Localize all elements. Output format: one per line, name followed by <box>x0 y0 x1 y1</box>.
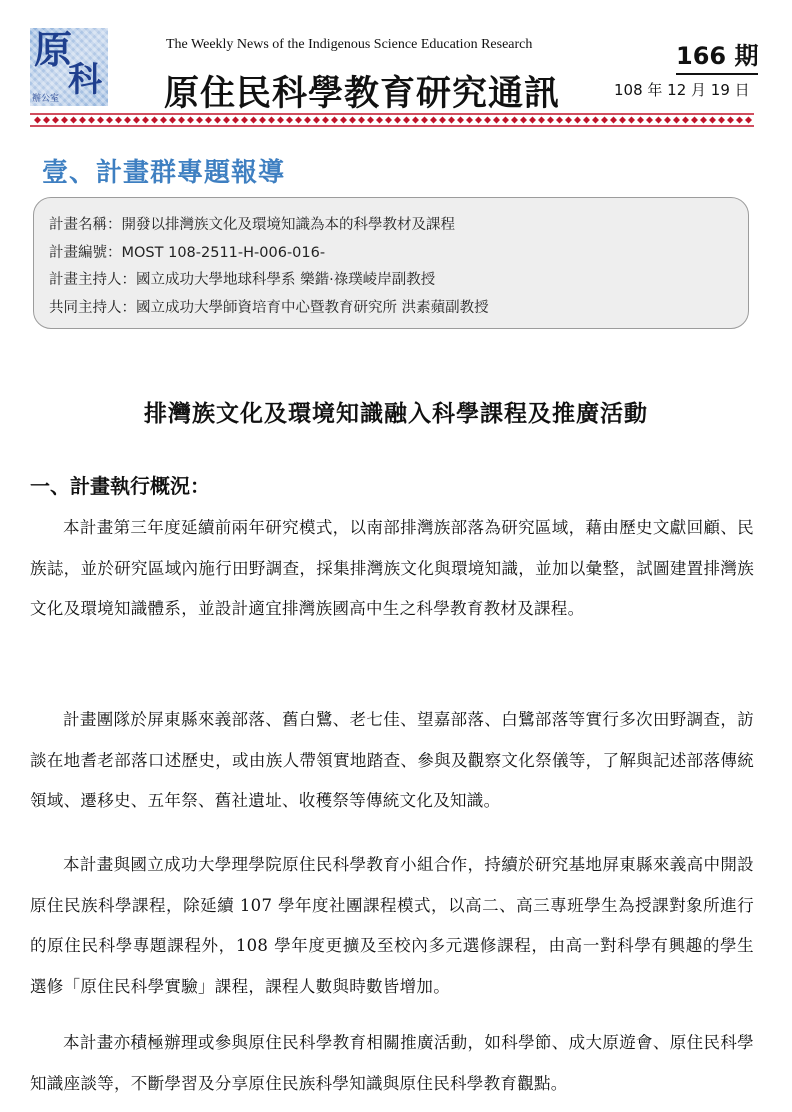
deco-diamond <box>61 117 68 124</box>
body-paragraph-2: 計畫團隊於屏東縣來義部落、舊白鷺、老七佳、望嘉部落、白鷺部落等實行多次田野調查，訪談在地耆老部落口述歷史，或由族人帶領實地踏查、參與及觀察文化祭儀等，了解與記述部落傳統領域、遷移史、五年祭、舊社遺址、收穫祭等傳統文化及知識。 <box>30 710 754 811</box>
newsletter-logo <box>30 28 108 106</box>
deco-diamond <box>34 117 41 124</box>
deco-diamond <box>745 117 752 124</box>
deco-diamond <box>187 117 194 124</box>
deco-diamond <box>655 117 662 124</box>
deco-diamond <box>682 117 689 124</box>
deco-diamond <box>259 117 266 124</box>
deco-diamond <box>241 117 248 124</box>
deco-diamond <box>538 117 545 124</box>
deco-diamond <box>403 117 410 124</box>
deco-diamond <box>286 117 293 124</box>
deco-diamond <box>691 117 698 124</box>
issue-date: 108 年 12 月 19 日 <box>614 81 750 99</box>
deco-diamond <box>43 117 50 124</box>
deco-diamond <box>592 117 599 124</box>
deco-diamond <box>133 117 140 124</box>
deco-diamond <box>394 117 401 124</box>
section-subheading: 一、計畫執行概況： <box>30 474 210 498</box>
deco-diamond <box>142 117 149 124</box>
deco-diamond <box>556 117 563 124</box>
deco-diamond <box>448 117 455 124</box>
deco-diamond <box>97 117 104 124</box>
deco-diamond <box>628 117 635 124</box>
logo-char-1: 原 <box>34 28 73 72</box>
deco-diamond <box>610 117 617 124</box>
deco-diamond <box>358 117 365 124</box>
deco-diamond <box>430 117 437 124</box>
deco-diamond <box>79 117 86 124</box>
deco-diamond <box>70 117 77 124</box>
deco-diamond <box>646 117 653 124</box>
deco-diamond <box>349 117 356 124</box>
deco-diamond <box>475 117 482 124</box>
deco-diamond <box>178 117 185 124</box>
article-title: 排灣族文化及環境知識融入科學課程及推廣活動 <box>144 400 648 427</box>
deco-diamond <box>484 117 491 124</box>
deco-diamond <box>583 117 590 124</box>
deco-diamond <box>88 117 95 124</box>
deco-diamond <box>439 117 446 124</box>
deco-diamond <box>457 117 464 124</box>
deco-diamond <box>493 117 500 124</box>
decorative-border <box>30 113 754 127</box>
logo-caption: 辦公室 <box>32 94 60 104</box>
deco-diamond <box>619 117 626 124</box>
body-paragraph-3: 本計畫與國立成功大學理學院原住民科學教育小組合作，持續於研究基地屏東縣來義高中開設原住民族科學課程，除延續 107 學年度社團課程模式，以高二、高三專班學生為授課對象所進行的原住民科學專題課程外，108 學年度更擴及至校內多元選修課程，由高一對科學有興趣的學生選修「原住民科學實驗」課程，課程人數與時數皆增加。 <box>30 855 754 997</box>
deco-diamond <box>331 117 338 124</box>
deco-diamond <box>385 117 392 124</box>
deco-diamond <box>574 117 581 124</box>
section-heading: 壹、計畫群專題報導 <box>42 158 286 188</box>
deco-diamond <box>529 117 536 124</box>
deco-diamond <box>106 117 113 124</box>
deco-diamond <box>709 117 716 124</box>
deco-diamond <box>169 117 176 124</box>
deco-diamond <box>304 117 311 124</box>
deco-diamond <box>214 117 221 124</box>
co-principal-investigator: 共同主持人：國立成功大學師資培育中心暨教育研究所 洪素蘋副教授 <box>49 299 489 316</box>
deco-diamond <box>421 117 428 124</box>
deco-diamond <box>268 117 275 124</box>
deco-diamond <box>736 117 743 124</box>
logo-char-2: 科 <box>68 60 102 100</box>
deco-diamond <box>700 117 707 124</box>
deco-diamond <box>673 117 680 124</box>
deco-diamond <box>547 117 554 124</box>
deco-diamond <box>412 117 419 124</box>
english-subtitle: The Weekly News of the Indigenous Science Education Research <box>166 37 533 52</box>
deco-diamond <box>718 117 725 124</box>
deco-diamond <box>601 117 608 124</box>
deco-diamond <box>376 117 383 124</box>
deco-diamond <box>160 117 167 124</box>
body-paragraph-1: 本計畫第三年度延續前兩年研究模式，以南部排灣族部落為研究區域，藉由歷史文獻回顧、民族誌，並於研究區域內施行田野調查，採集排灣族文化與環境知識，並加以彙整，試圖建置排灣族文化及環境知識體系，並設計適宜排灣族國高中生之科學教育教材及課程。 <box>30 518 754 619</box>
deco-diamond <box>196 117 203 124</box>
deco-diamond <box>565 117 572 124</box>
project-info-box <box>33 197 749 329</box>
deco-diamond <box>52 117 59 124</box>
deco-diamond <box>313 117 320 124</box>
body-paragraph-4: 本計畫亦積極辦理或參與原住民科學教育相關推廣活動，如科學節、成大原遊會、原住民科學知識座談等，不斷學習及分享原住民族科學知識與原住民科學教育觀點。 <box>30 1033 754 1093</box>
deco-diamond <box>124 117 131 124</box>
deco-diamond <box>250 117 257 124</box>
project-name: 計畫名稱：開發以排灣族文化及環境知識為本的科學教材及課程 <box>49 217 455 233</box>
deco-diamond <box>520 117 527 124</box>
deco-diamond <box>340 117 347 124</box>
deco-diamond <box>295 117 302 124</box>
newsletter-title: 原住民科學教育研究通訊 <box>164 74 561 114</box>
deco-diamond <box>466 117 473 124</box>
deco-diamond <box>223 117 230 124</box>
deco-diamond <box>232 117 239 124</box>
deco-diamond <box>367 117 374 124</box>
deco-diamond <box>115 117 122 124</box>
issue-number: 166 期 <box>676 36 758 75</box>
principal-investigator: 計畫主持人：國立成功大學地球科學系 樂鍇·祿璞崚岸副教授 <box>49 272 436 288</box>
deco-diamond <box>637 117 644 124</box>
deco-diamond <box>664 117 671 124</box>
deco-diamond <box>502 117 509 124</box>
project-number: 計畫編號：MOST 108-2511-H-006-016- <box>49 244 326 261</box>
deco-diamond <box>205 117 212 124</box>
deco-diamond <box>322 117 329 124</box>
deco-diamond <box>277 117 284 124</box>
deco-diamond <box>151 117 158 124</box>
deco-diamond <box>511 117 518 124</box>
deco-diamond <box>727 117 734 124</box>
